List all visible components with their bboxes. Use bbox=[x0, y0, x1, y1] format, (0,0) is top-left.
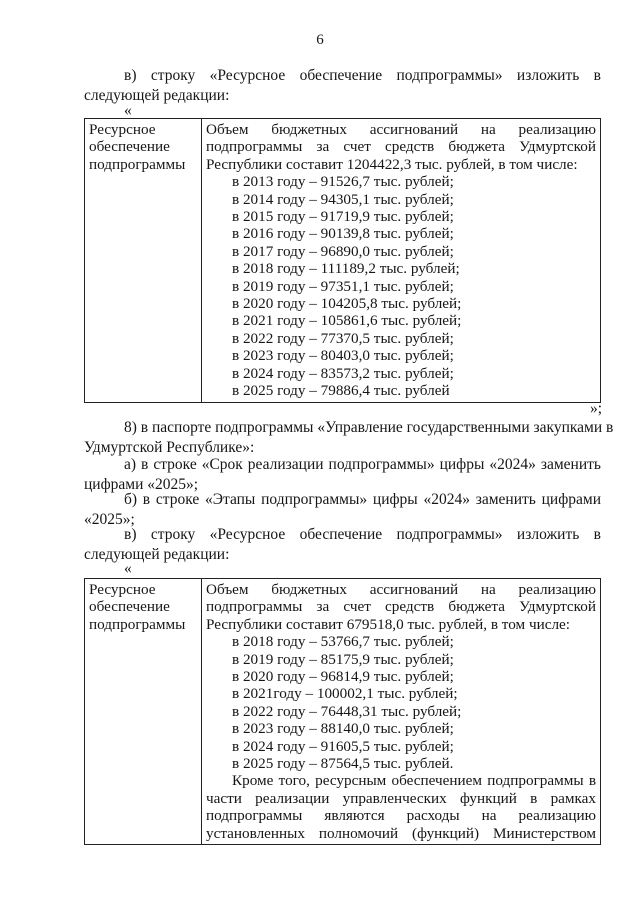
block1-intro-line1: в) строку «Ресурсное обеспечение подпрограммы» изложить в bbox=[124, 67, 601, 84]
table2-year-line: в 2023 году – 88140,0 тыс. рублей; bbox=[232, 720, 454, 738]
table1-year-line: в 2021 году – 105861,6 тыс. рублей; bbox=[232, 312, 462, 330]
resource-table-1 bbox=[84, 118, 601, 403]
table1-year-line: в 2023 году – 80403,0 тыс. рублей; bbox=[232, 347, 454, 365]
table1-text-line: Объем бюджетных ассигнований на реализацию bbox=[206, 121, 596, 138]
table2-extra-line: подпрограммы являются расходы на реализацию bbox=[206, 807, 596, 825]
table2-year-line: в 2020 году – 96814,9 тыс. рублей; bbox=[232, 668, 454, 686]
item-v-line2: следующей редакции: bbox=[84, 546, 230, 563]
table1-year-line: в 2014 году – 94305,1 тыс. рублей; bbox=[232, 190, 454, 208]
table2-label-cell bbox=[85, 579, 202, 845]
page-number: 6 bbox=[316, 32, 324, 48]
item-a-paragraph bbox=[84, 455, 601, 495]
table2-year-line: в 2025 году – 87564,5 тыс. рублей. bbox=[232, 755, 454, 773]
table1-year-line: в 2024 году – 83573,2 тыс. рублей; bbox=[232, 364, 454, 382]
table2-label-line: Ресурсное bbox=[89, 581, 156, 598]
block1-open-quote: « bbox=[124, 102, 132, 119]
item8-line2: Удмуртской Республике»: bbox=[84, 439, 255, 456]
table2-label-line: обеспечение bbox=[89, 598, 170, 616]
table2-year-line: в 2018 году – 53766,7 тыс. рублей; bbox=[232, 633, 454, 651]
table2-year-line: в 2024 году – 91605,5 тыс. рублей; bbox=[232, 737, 454, 755]
block1-intro-line2: следующей редакции: bbox=[84, 87, 230, 104]
table1-text-line: подпрограммы за счет средств бюджета Удмуртской bbox=[206, 138, 596, 156]
item-b-line2: «2025»; bbox=[84, 511, 135, 528]
resource-table-2 bbox=[84, 578, 601, 845]
table1-year-line: в 2025 году – 79886,4 тыс. рублей bbox=[232, 382, 450, 400]
item8-paragraph bbox=[84, 418, 614, 458]
table2-extra-line: Кроме того, ресурсным обеспечением подпрограммы в bbox=[232, 772, 596, 790]
table2-text-line: Объем бюджетных ассигнований на реализацию bbox=[206, 581, 596, 598]
item-v-line1: в) строку «Ресурсное обеспечение подпрограммы» изложить в bbox=[124, 526, 601, 543]
table2-text-line: подпрограммы за счет средств бюджета Удмуртской bbox=[206, 598, 596, 616]
table1-year-line: в 2013 году – 91526,7 тыс. рублей; bbox=[232, 173, 454, 191]
table2-year-line: в 2021году – 100002,1 тыс. рублей; bbox=[232, 685, 458, 703]
table1-year-line: в 2016 году – 90139,8 тыс. рублей; bbox=[232, 225, 454, 243]
block1-close-quote: »; bbox=[590, 400, 603, 417]
table1-year-line: в 2015 году – 91719,9 тыс. рублей; bbox=[232, 208, 454, 226]
item-v-open-quote: « bbox=[124, 560, 132, 577]
table1-year-line: в 2018 году – 111189,2 тыс. рублей; bbox=[232, 260, 460, 278]
table2-year-line: в 2019 году – 85175,9 тыс. рублей; bbox=[232, 650, 454, 668]
table1-year-line: в 2022 году – 77370,5 тыс. рублей; bbox=[232, 329, 454, 347]
table1-label-line: Ресурсное bbox=[89, 121, 156, 138]
table2-text-line: Республики составит 679518,0 тыс. рублей, в том числе: bbox=[206, 615, 571, 633]
table1-label-line: подпрограммы bbox=[89, 155, 186, 173]
table2-extra-line: установленных полномочий (функций) Министерством bbox=[206, 824, 596, 842]
block1-intro bbox=[84, 66, 601, 106]
item8-line1: 8) в паспорте подпрограммы «Управление государственными закупками в bbox=[124, 419, 614, 436]
item-a-line2: цифрами «2025»; bbox=[84, 476, 199, 493]
table1-text-line: Республики составит 1204422,3 тыс. рублей, в том числе: bbox=[206, 155, 578, 173]
table2-year-line: в 2022 году – 76448,31 тыс. рублей; bbox=[232, 702, 462, 720]
table2-extra-line: части реализации управленческих функций в рамках bbox=[206, 789, 596, 807]
table1-year-line: в 2017 году – 96890,0 тыс. рублей; bbox=[232, 242, 454, 260]
item-b-line1: б) в строке «Этапы подпрограммы» цифры «2024» заменить цифрами bbox=[124, 491, 601, 508]
item-v-paragraph bbox=[84, 525, 601, 565]
table1-label-cell bbox=[85, 119, 202, 403]
table1-label-line: обеспечение bbox=[89, 138, 170, 156]
table1-year-line: в 2019 году – 97351,1 тыс. рублей; bbox=[232, 277, 454, 295]
table2-content-cell bbox=[202, 579, 601, 845]
item-b-paragraph bbox=[84, 490, 601, 530]
table1-content-cell bbox=[202, 119, 601, 403]
table1-year-line: в 2020 году – 104205,8 тыс. рублей; bbox=[232, 295, 462, 313]
item-a-line1: а) в строке «Срок реализации подпрограммы» цифры «2024» заменить bbox=[124, 456, 601, 473]
table2-label-line: подпрограммы bbox=[89, 615, 186, 633]
